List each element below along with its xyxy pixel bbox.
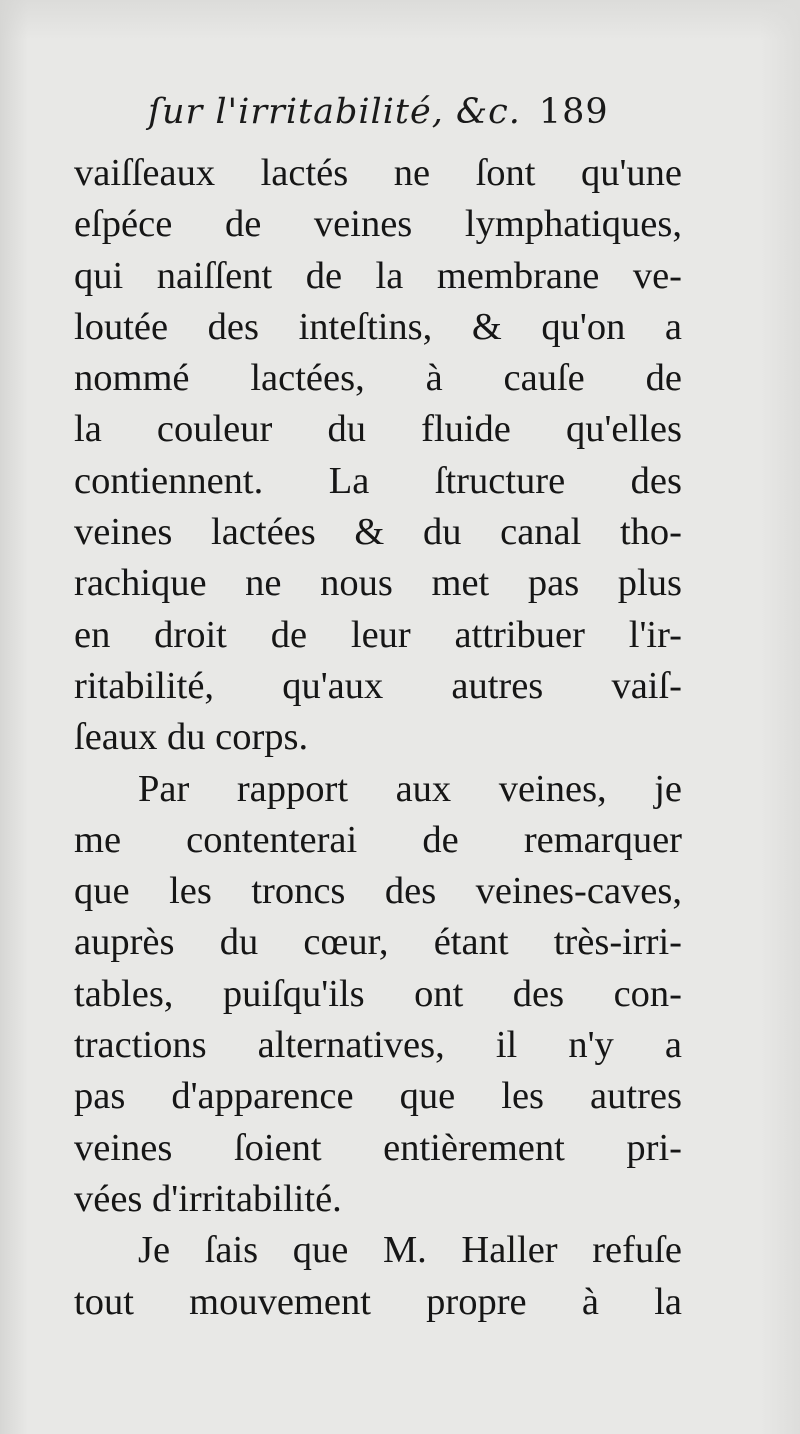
text-line: pas d'apparence que les autres [74, 1075, 682, 1118]
text-line: que les troncs des veines-caves, [74, 870, 682, 913]
page-shadow-top [0, 0, 800, 40]
running-title: ſur l'irritabilité, &c. [148, 92, 521, 132]
text-line: rachique ne nous met pas plus [74, 562, 682, 605]
text-line: qui naiſſent de la membrane ve- [74, 254, 682, 297]
text-line: Par rapport aux veines, je [138, 767, 682, 810]
page-number: 189 [538, 92, 609, 132]
text-line: vaiſſeaux lactés ne ſont qu'une [74, 152, 682, 194]
text-line: loutée des inteſtins, & qu'on a [74, 305, 682, 348]
text-line: ritabilité, qu'aux autres vaiſ- [74, 664, 682, 707]
text-line: ſeaux du corps. [74, 716, 309, 759]
text-line: contiennent. La ſtructure des [74, 459, 682, 502]
text-line: tables, puiſqu'ils ont des con- [74, 972, 682, 1015]
body-text [74, 148, 682, 1328]
text-line: auprès du cœur, étant très-irri- [74, 921, 682, 964]
text-line: nommé lactées, à cauſe de [74, 357, 682, 400]
page-shadow-left [0, 0, 28, 1434]
page-shadow-right [760, 0, 800, 1434]
text-line: tractions alternatives, il n'y a [74, 1024, 682, 1067]
text-line: la couleur du fluide qu'elles [74, 408, 682, 451]
text-line: vées d'irritabilité. [74, 1177, 342, 1220]
text-line: eſpéce de veines lymphatiques, [74, 203, 682, 246]
text-line: veines lactées & du canal tho- [74, 511, 682, 554]
text-line: en droit de leur attribuer l'ir- [74, 613, 682, 656]
text-line: tout mouvement propre à la [74, 1280, 682, 1323]
text-line: veines ſoient entièrement pri- [74, 1126, 682, 1169]
running-header [148, 92, 688, 132]
text-line: me contenterai de remarquer [74, 818, 682, 861]
text-line: Je ſais que M. Haller refuſe [138, 1229, 682, 1272]
